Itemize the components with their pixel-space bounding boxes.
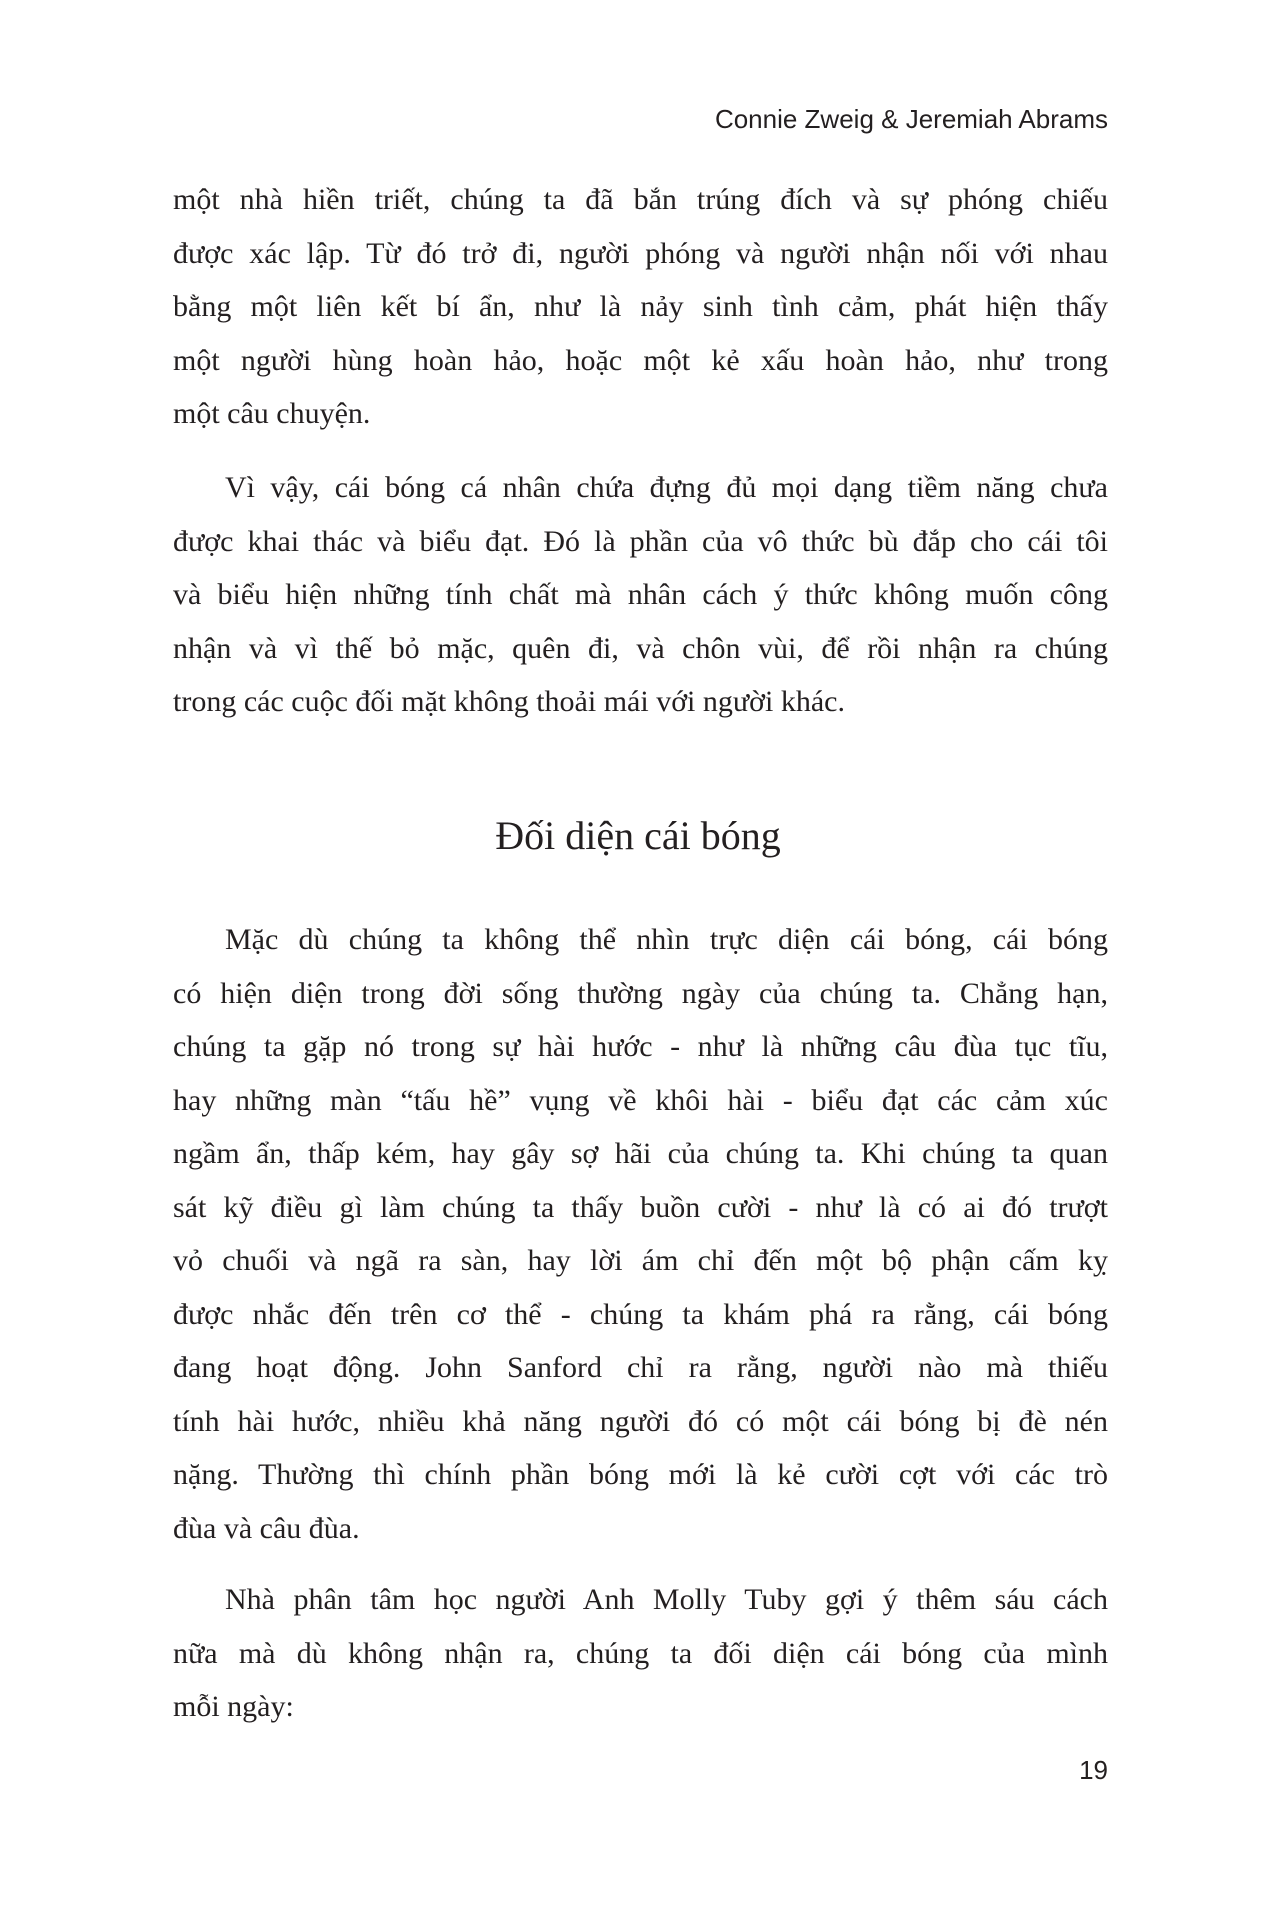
text-line: bằng một liên kết bí ẩn, như là nảy sinh tình cảm, phát hiện thấy <box>173 290 1108 323</box>
text-line: Mặc dù chúng ta không thể nhìn trực diện cái bóng, cái bóng <box>225 923 1108 956</box>
section-heading: Đối diện cái bóng <box>495 813 781 858</box>
text-line: đùa và câu đùa. <box>173 1511 360 1545</box>
text-line: và biểu hiện những tính chất mà nhân cách ý thức không muốn công <box>173 578 1108 611</box>
text-line: một nhà hiền triết, chúng ta đã bắn trúng đích và sự phóng chiếu <box>173 183 1108 216</box>
text-line: nhận và vì thế bỏ mặc, quên đi, và chôn vùi, để rồi nhận ra chúng <box>173 631 1108 665</box>
text-line: chúng ta gặp nó trong sự hài hước - như là những câu đùa tục tĩu, <box>173 1030 1108 1063</box>
text-line: Nhà phân tâm học người Anh Molly Tuby gợi ý thêm sáu cách <box>225 1583 1108 1616</box>
text-line: nữa mà dù không nhận ra, chúng ta đối diện cái bóng của mình <box>173 1636 1108 1670</box>
text-line: được nhắc đến trên cơ thể - chúng ta khám phá ra rằng, cái bóng <box>173 1297 1108 1331</box>
text-line: trong các cuộc đối mặt không thoải mái với người khác. <box>173 685 845 718</box>
text-line: đang hoạt động. John Sanford chỉ ra rằng, người nào mà thiếu <box>173 1351 1108 1384</box>
text-line: được khai thác và biểu đạt. Đó là phần của vô thức bù đắp cho cái tôi <box>173 524 1108 558</box>
text-line: hay những màn “tấu hề” vụng về khôi hài - biểu đạt các cảm xúc <box>173 1083 1108 1117</box>
paragraph-continuation <box>173 173 1108 441</box>
text-line: một người hùng hoàn hảo, hoặc một kẻ xấu hoàn hảo, như trong <box>173 343 1108 377</box>
paragraph-humor <box>173 913 1108 1555</box>
text-line: Vì vậy, cái bóng cá nhân chứa đựng đủ mọi dạng tiềm năng chưa <box>225 471 1108 504</box>
text-line: một câu chuyện. <box>173 397 371 430</box>
page-number: 19 <box>1079 1755 1108 1785</box>
text-line: có hiện diện trong đời sống thường ngày của chúng ta. Chẳng hạn, <box>173 976 1108 1010</box>
running-header-author: Connie Zweig & Jeremiah Abrams <box>714 104 1108 134</box>
text-line: mỗi ngày: <box>173 1690 294 1723</box>
text-line: tính hài hước, nhiều khả năng người đó có một cái bóng bị đè nén <box>173 1404 1108 1438</box>
paragraph-personal-shadow <box>173 461 1108 729</box>
paragraph-molly-tuby <box>173 1573 1108 1734</box>
text-line: ngầm ẩn, thấp kém, hay gây sợ hãi của chúng ta. Khi chúng ta quan <box>173 1137 1108 1170</box>
text-line: vỏ chuối và ngã ra sàn, hay lời ám chỉ đến một bộ phận cấm kỵ <box>173 1244 1108 1277</box>
text-line: được xác lập. Từ đó trở đi, người phóng và người nhận nối với nhau <box>173 236 1108 270</box>
text-line: sát kỹ điều gì làm chúng ta thấy buồn cười - như là có ai đó trượt <box>173 1190 1108 1224</box>
text-line: nặng. Thường thì chính phần bóng mới là kẻ cười cợt với các trò <box>173 1458 1108 1491</box>
